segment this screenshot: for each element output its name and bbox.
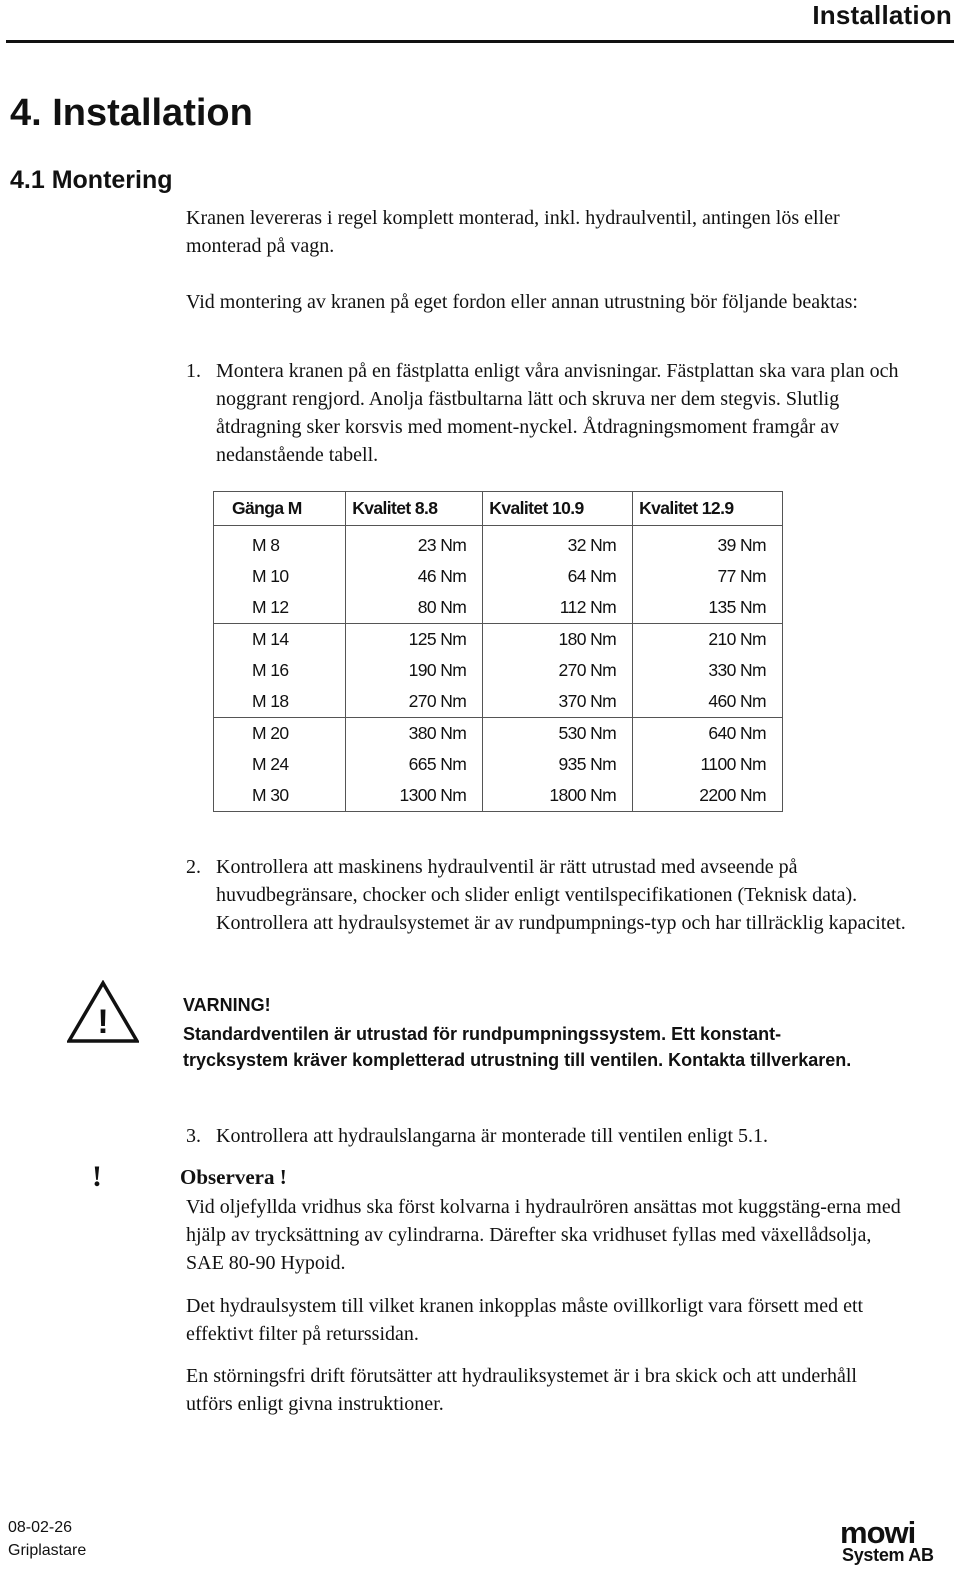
table-row [214, 780, 783, 812]
warning-exclamation-glyph: ! [97, 1003, 109, 1041]
table-row [214, 592, 783, 624]
torque-cell: 64 Nm [483, 561, 633, 592]
note-paragraph-1: Vid oljefyllda vridhus ska först kolvarna i hydraulrören ansättas mot kuggstäng-erna med hjälp av trycksättning av cylindrarna. Därefter ska vridhuset fyllas med växellådsolja, SAE 80-90 Hypoid. [186, 1196, 901, 1274]
step-2-number: 2. [186, 856, 201, 878]
thread-cell: M 8 [214, 526, 346, 562]
step-3 [186, 1122, 906, 1150]
torque-cell: 23 Nm [346, 526, 483, 562]
note-paragraph-3: En störningsfri drift förutsätter att hydrauliksystemet är i bra skick och att underhåll utförs enligt givna instruktioner. [186, 1365, 857, 1415]
torque-cell: 39 Nm [633, 526, 783, 562]
torque-cell: 1100 Nm [633, 749, 783, 780]
thread-cell: M 16 [214, 655, 346, 686]
torque-cell: 370 Nm [483, 686, 633, 718]
warning-triangle-icon [67, 980, 139, 1044]
torque-cell: 135 Nm [633, 592, 783, 624]
step-2 [186, 853, 906, 937]
torque-cell: 46 Nm [346, 561, 483, 592]
company-logo [838, 1518, 950, 1568]
step-2-text: Kontrollera att maskinens hydraulventil är rätt utrustad med avseende på huvudbegränsare, chocker och slider enligt ventilspecifikationen (Teknisk data). Kontrollera att hydraulsystemet är av rundpumpnings-typ och har tillräcklig kapacitet. [216, 856, 906, 934]
chapter-title: 4. Installation [10, 92, 253, 134]
footer-date: 08-02-26 [8, 1519, 73, 1536]
step-1 [186, 357, 906, 469]
table-row [214, 655, 783, 686]
warning-text: Standardventilen är utrustad för rundpumpningssystem. Ett konstant-trycksystem kräver kompletterad utrustning till ventilen. Kontakta tillverkaren. [183, 1024, 852, 1070]
thread-cell: M 12 [214, 592, 346, 624]
logo-word: mowi [840, 1518, 916, 1546]
torque-cell: 32 Nm [483, 526, 633, 562]
table-row [214, 561, 783, 592]
warning-heading: VARNING! [183, 995, 271, 1015]
intro-paragraph-2: Vid montering av kranen på eget fordon eller annan utrustning bör följande beaktas: [186, 291, 858, 313]
table-row [214, 526, 783, 562]
step-3-number: 3. [186, 1125, 201, 1147]
note-exclamation-icon: ! [92, 1160, 102, 1193]
torque-cell: 210 Nm [633, 624, 783, 656]
thread-cell: M 20 [214, 718, 346, 750]
torque-cell: 180 Nm [483, 624, 633, 656]
torque-cell: 665 Nm [346, 749, 483, 780]
torque-cell: 640 Nm [633, 718, 783, 750]
table-row [214, 624, 783, 656]
thread-cell: M 14 [214, 624, 346, 656]
torque-table-header-row [214, 492, 783, 526]
thread-cell: M 30 [214, 780, 346, 812]
torque-cell: 1300 Nm [346, 780, 483, 812]
torque-cell: 2200 Nm [633, 780, 783, 812]
note-paragraph-2: Det hydraulsystem till vilket kranen inkopplas måste ovillkorligt vara försett med ett effektivt filter på returssidan. [186, 1295, 864, 1345]
torque-cell: 190 Nm [346, 655, 483, 686]
torque-cell: 270 Nm [483, 655, 633, 686]
step-1-number: 1. [186, 360, 201, 382]
torque-cell: 935 Nm [483, 749, 633, 780]
torque-cell: 77 Nm [633, 561, 783, 592]
table-row [214, 749, 783, 780]
logo-company-name: System AB [842, 1545, 934, 1565]
thread-cell: M 24 [214, 749, 346, 780]
thread-cell: M 10 [214, 561, 346, 592]
torque-cell: 80 Nm [346, 592, 483, 624]
thread-cell: M 18 [214, 686, 346, 718]
step-1-text: Montera kranen på en fästplatta enligt våra anvisningar. Fästplattan ska vara plan och noggrant rengjord. Anolja fästbultarna lätt och skruva ner dem stegvis. Slutlig åtdragning sker korsvis med moment-nyckel. Åtdragningsmoment framgår av nedanstående tabell. [216, 360, 899, 466]
mowi-logo-mark [838, 1518, 944, 1546]
table-row [214, 718, 783, 750]
table-row [214, 686, 783, 718]
section-title: 4.1 Montering [10, 166, 173, 194]
torque-table [213, 491, 783, 812]
torque-cell: 1800 Nm [483, 780, 633, 812]
running-header-title: Installation [812, 0, 952, 30]
note-heading: Observera ! [180, 1165, 287, 1189]
header-divider [6, 40, 954, 43]
torque-cell: 125 Nm [346, 624, 483, 656]
torque-cell: 530 Nm [483, 718, 633, 750]
torque-cell: 460 Nm [633, 686, 783, 718]
header-thread: Gänga M [214, 492, 346, 526]
header-grade-12-9: Kvalitet 12.9 [633, 492, 783, 526]
header-grade-8-8: Kvalitet 8.8 [346, 492, 483, 526]
torque-cell: 270 Nm [346, 686, 483, 718]
step-3-text: Kontrollera att hydraulslangarna är monterade till ventilen enligt 5.1. [216, 1125, 769, 1147]
footer-document-name: Griplastare [8, 1542, 87, 1559]
torque-cell: 380 Nm [346, 718, 483, 750]
torque-cell: 112 Nm [483, 592, 633, 624]
intro-paragraph-1: Kranen levereras i regel komplett monterad, inkl. hydraulventil, antingen lös eller monterad på vagn. [186, 207, 840, 257]
header-grade-10-9: Kvalitet 10.9 [483, 492, 633, 526]
torque-cell: 330 Nm [633, 655, 783, 686]
